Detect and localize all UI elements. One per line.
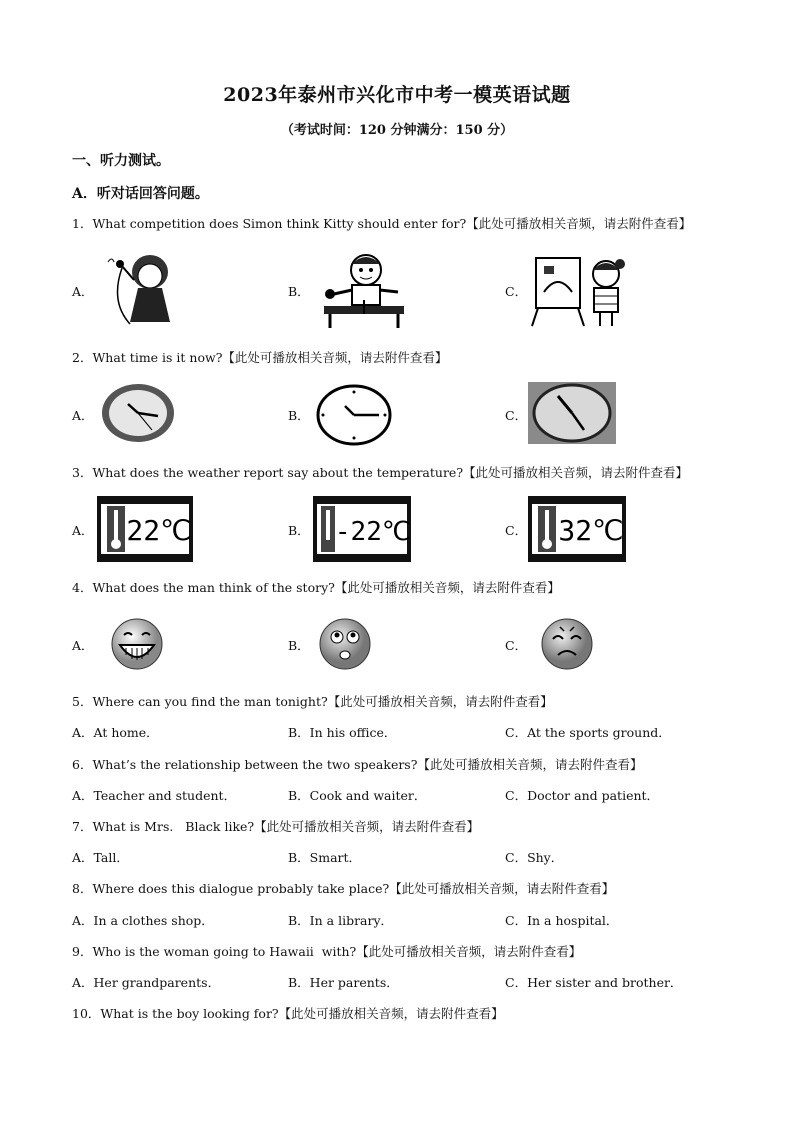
part-heading: A．听对话回答问题。 — [72, 186, 209, 202]
option-c-label: C． — [505, 523, 528, 538]
option-c: C．In a hospital． — [505, 913, 619, 928]
thermometer-sign-22 — [97, 496, 193, 562]
thermometer-sign-32 — [528, 496, 626, 562]
question-3: 3．What does the weather report say about the temperature?【此处可播放相关音频，请去附件查看】 — [72, 465, 689, 480]
option-b-label: B． — [288, 638, 310, 653]
option-b-label: B． — [288, 408, 310, 423]
option-c-label: C． — [505, 408, 528, 423]
question-10: 10．What is the boy looking for?【此处可播放相关音频，请去附件查看】 — [72, 1006, 504, 1021]
option-b-label: B． — [288, 523, 310, 538]
option-c: C．Shy． — [505, 850, 564, 865]
option-a-label: A． — [72, 284, 94, 299]
question-7: 7．What is Mrs. Black like?【此处可播放相关音频，请去附件查看】 — [72, 819, 480, 834]
option-a: A．At home． — [72, 725, 159, 740]
option-a: A．Tall． — [72, 850, 129, 865]
option-b: B．Smart． — [288, 850, 362, 865]
option-a: A．In a clothes shop． — [72, 913, 214, 928]
surprised-face-icon — [318, 617, 372, 671]
option-c: C．Doctor and patient． — [505, 788, 660, 803]
question-1: 1．What competition does Simon think Kitty should enter for?【此处可播放相关音频，请去附件查看】 — [72, 216, 692, 231]
girl-singing-microphone-icon — [100, 252, 188, 328]
temperature-label: 22℃ — [126, 514, 192, 547]
clock-icon — [528, 382, 616, 444]
option-a-label: A． — [72, 408, 94, 423]
girl-painting-easel-icon — [530, 252, 630, 328]
exam-info: （考试时间：120 分钟满分：150 分） — [280, 123, 514, 138]
option-a: A．Teacher and student． — [72, 788, 237, 803]
question-9: 9．Who is the woman going to Hawaii with?【此处可播放相关音频，请去附件查看】 — [72, 944, 582, 959]
option-b-label: B． — [288, 284, 310, 299]
option-b: B．Her parents． — [288, 975, 399, 990]
clock-icon — [315, 384, 393, 446]
option-c: C．At the sports ground． — [505, 725, 671, 740]
option-a: A．Her grandparents． — [72, 975, 221, 990]
option-a-label: A． — [72, 523, 94, 538]
clock-icon — [100, 382, 176, 444]
boy-playing-ping-pong-icon — [320, 250, 410, 330]
section-heading: 一、听力测试。 — [72, 153, 170, 169]
laughing-face-icon — [110, 617, 164, 671]
question-4: 4．What does the man think of the story?【此处可播放相关音频，请去附件查看】 — [72, 580, 560, 595]
sad-face-icon — [540, 617, 594, 671]
thermometer-sign-minus-22 — [313, 496, 411, 562]
option-c: C．Her sister and brother． — [505, 975, 683, 990]
option-b: B．Cook and waiter． — [288, 788, 427, 803]
option-b: B．In a library． — [288, 913, 394, 928]
option-b: B．In his office． — [288, 725, 397, 740]
page-title: 2023年泰州市兴化市中考一模英语试题 — [223, 84, 571, 106]
question-5: 5．Where can you find the man tonight?【此处可播放相关音频，请去附件查看】 — [72, 694, 553, 709]
question-2: 2．What time is it now?【此处可播放相关音频，请去附件查看】 — [72, 350, 448, 365]
question-8: 8．Where does this dialogue probably take place?【此处可播放相关音频，请去附件查看】 — [72, 881, 615, 896]
option-c-label: C． — [505, 284, 528, 299]
temperature-label: -22℃ — [334, 517, 411, 547]
option-c-label: C． — [505, 638, 528, 653]
temperature-label: 32℃ — [558, 514, 624, 547]
option-a-label: A． — [72, 638, 94, 653]
question-6: 6．What’s the relationship between the two speakers?【此处可播放相关音频，请去附件查看】 — [72, 757, 643, 772]
